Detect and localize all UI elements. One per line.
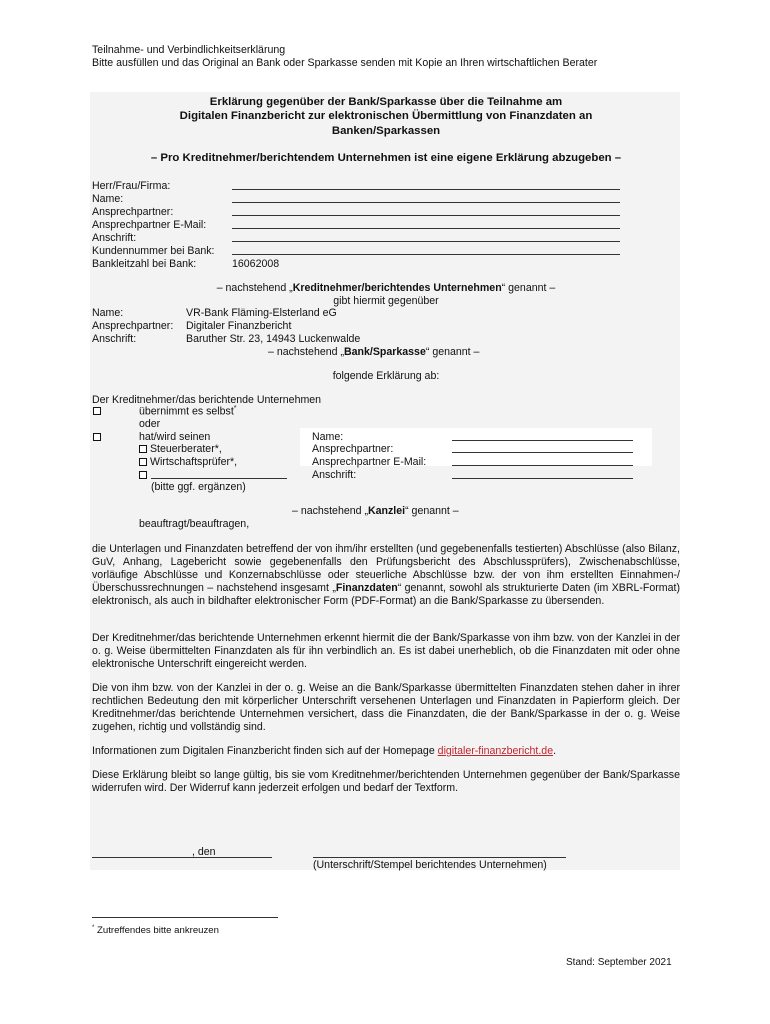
header-line-1: Teilnahme- und Verbindlichkeitserklärung <box>92 44 286 56</box>
p1-bold: Finanzdaten <box>335 581 398 594</box>
place-date-field[interactable] <box>92 857 272 858</box>
declaration-intro: Der Kreditnehmer/das berichtende Unternehmen <box>92 394 322 406</box>
bank-name-value: VR-Bank Fläming-Elsterland eG <box>186 307 337 319</box>
kanzlei-email-label: Ansprechpartner E-Mail: <box>312 456 427 468</box>
blz-value: 16062008 <box>232 258 280 270</box>
paragraph-validity: Diese Erklärung bleibt so lange gültig, bis sie vom Kreditnehmer/berichtenden Unternehmen gegenüber der Bank/Sparkasse widerrufen wird. Der Widerruf kann jederzeit erfolgen und bedarf der Textform. <box>92 769 680 794</box>
document-header <box>92 44 597 70</box>
p4-text: Informationen zum Digitalen Finanzbericht finden sich auf der Homepage <box>92 745 438 757</box>
kreditnehmer-pre: – nachstehend „ <box>216 282 293 294</box>
title-line-2: Digitalen Finanzbericht zur elektronischen Übermittlung von Finanzdaten an <box>179 110 593 123</box>
checkbox-other[interactable] <box>139 471 147 479</box>
kreditnehmer-bold: Kreditnehmer/berichtendes Unternehmen <box>292 282 502 294</box>
kanzlei-pre: – nachstehend „ <box>292 505 368 517</box>
label-ansprechpartner: Ansprechpartner: <box>92 206 174 218</box>
bank-address-value: Baruther Str. 23, 14943 Luckenwalde <box>186 333 361 345</box>
bank-bold: Bank/Sparkasse <box>343 346 426 358</box>
label-email: Ansprechpartner E-Mail: <box>92 219 207 231</box>
footnote-divider <box>92 917 278 918</box>
paragraph-legal-meaning: Die von ihm bzw. von der Kanzlei in der o. g. Weise an die Bank/Sparkasse übermittelten Finanzdaten stehen daher in ihrer rechtlichen Bedeutung den mit körperlicher Unterschrift versehenen Unterlagen und Finanzdaten in Papierform gleich. Der Kreditnehmer/das berichtende Unternehmen versichert, dass die Finanzdaten, die der Bank/Sparkasse in der o. g. Weise zugehen, richtig und vollständig sind. <box>92 682 680 733</box>
option-wirtschaftspruefer <box>139 456 237 469</box>
kanzlei-email-field[interactable] <box>452 465 633 466</box>
document-subtitle: – Pro Kreditnehmer/berichtendem Unternehmen ist eine eigene Erklärung abzugeben – <box>150 152 622 164</box>
stand-date: Stand: September 2021 <box>566 957 672 968</box>
footnote <box>92 925 219 937</box>
checkbox-self[interactable] <box>93 405 101 418</box>
bank-post: “ genannt – <box>425 346 480 358</box>
kanzlei-address-field[interactable] <box>452 478 633 479</box>
other-hint: (bitte ggf. ergänzen) <box>151 481 246 493</box>
checkbox-advisor[interactable] <box>93 431 101 444</box>
document-title <box>92 95 680 138</box>
wirtschaftspruefer-text: Wirtschaftsprüfer*, <box>149 456 238 468</box>
paragraph-binding: Der Kreditnehmer/das berichtende Unternehmen erkennt hiermit die der Bank/Sparkasse von ihm bzw. von der Kanzlei in der o. g. Weise übermittelten Finanzdaten als für ihn verbindlich an. Es ist dabei unerheblich, ob die Finanzdaten mit oder ohne elektronische Unterschrift eingereicht werden. <box>92 632 680 670</box>
p1-text-b: “ genannt, sowohl als strukturierte Daten (im XBRL-Format) elektronisch, als auch in bildhafter elektronischer Form (PDF-Format) an die Bank/Sparkasse zu übersenden. <box>92 581 680 607</box>
option-self-text: übernimmt es selbst <box>139 405 234 418</box>
or-label: oder <box>139 418 161 430</box>
kanzlei-designation <box>292 505 459 518</box>
steuerberater-text: Steuerberater*, <box>149 443 222 455</box>
field-email[interactable] <box>232 219 620 229</box>
homepage-link[interactable]: digitaler-finanzbericht.de <box>437 745 554 757</box>
option-advisor-label: hat/wird seinen <box>139 431 211 443</box>
p1-text-a: die Unterlagen und Finanzdaten betreffend der von ihm/ihr erstellten (und gegebenenfalls testierten) Abschlüsse (also Bilanz, GuV, Anhang, Lagebericht sowie gegebenenfalls den Prüfungsbericht des Abschlussprüfers), Zwischenabschlüsse, vorläufige Abschlüsse und Konzernabschlüsse oder steuerliche Abschlüsse bzw. der von ihm erstellten Einnahmen-/Überschussrechnungen – nachstehend insgesamt „ <box>92 543 680 594</box>
gives-statement: gibt hiermit gegenüber <box>333 295 439 307</box>
kanzlei-address-label: Anschrift: <box>312 469 357 481</box>
following-declaration: folgende Erklärung ab: <box>332 370 440 382</box>
label-name: Name: <box>92 193 124 205</box>
label-kundennummer: Kundennummer bei Bank: <box>92 245 215 257</box>
bank-pre: – nachstehend „ <box>268 346 344 358</box>
kanzlei-contact-field[interactable] <box>452 452 633 453</box>
bank-contact-value: Digitaler Finanzbericht <box>186 320 292 332</box>
kanzlei-name-label: Name: <box>312 431 344 443</box>
checkbox-steuerberater[interactable] <box>139 445 147 453</box>
footnote-mark: * <box>92 925 95 931</box>
field-ansprechpartner[interactable] <box>232 206 620 216</box>
kanzlei-bold: Kanzlei <box>367 505 406 517</box>
kreditnehmer-post: “ genannt – <box>501 282 556 294</box>
header-line-2: Bitte ausfüllen und das Original an Bank oder Sparkasse senden mit Kopie an Ihren wirtschaftlichen Berater <box>92 56 598 69</box>
paragraph-information <box>92 745 680 758</box>
kanzlei-contact-label: Ansprechpartner: <box>312 443 394 455</box>
field-anschrift[interactable] <box>232 232 620 242</box>
bank-designation <box>268 346 479 359</box>
label-anschrift: Anschrift: <box>92 232 137 244</box>
kanzlei-post: “ genannt – <box>405 505 459 517</box>
bank-address-label: Anschrift: <box>92 333 137 345</box>
option-other <box>139 469 147 482</box>
option-self-label <box>139 405 237 418</box>
title-line-3: Banken/Sparkassen <box>331 124 441 137</box>
bank-name-label: Name: <box>92 307 124 319</box>
footnote-reference: * <box>233 405 237 412</box>
label-firma: Herr/Frau/Firma: <box>92 180 171 192</box>
signature-caption: (Unterschrift/Stempel berichtendes Unternehmen) <box>313 859 547 871</box>
den-label: , den <box>192 846 216 858</box>
field-name[interactable] <box>232 193 620 203</box>
field-firma[interactable] <box>232 180 620 190</box>
field-other[interactable] <box>151 478 287 479</box>
footnote-text: Zutreffendes bitte ankreuzen <box>97 925 219 937</box>
checkbox-wirtschaftspruefer[interactable] <box>139 458 147 466</box>
kreditnehmer-designation <box>92 282 680 295</box>
commissioned-label: beauftragt/beauftragen, <box>139 518 250 530</box>
signature-field[interactable] <box>313 857 566 858</box>
field-kundennummer[interactable] <box>232 245 620 255</box>
label-blz: Bankleitzahl bei Bank: <box>92 258 197 270</box>
p4-post: . <box>553 745 557 757</box>
title-line-1: Erklärung gegenüber der Bank/Sparkasse über die Teilnahme am <box>209 96 563 108</box>
option-steuerberater <box>139 443 222 456</box>
bank-contact-label: Ansprechpartner: <box>92 320 174 332</box>
kanzlei-name-field[interactable] <box>452 440 633 441</box>
paragraph-financial-data <box>92 543 680 608</box>
